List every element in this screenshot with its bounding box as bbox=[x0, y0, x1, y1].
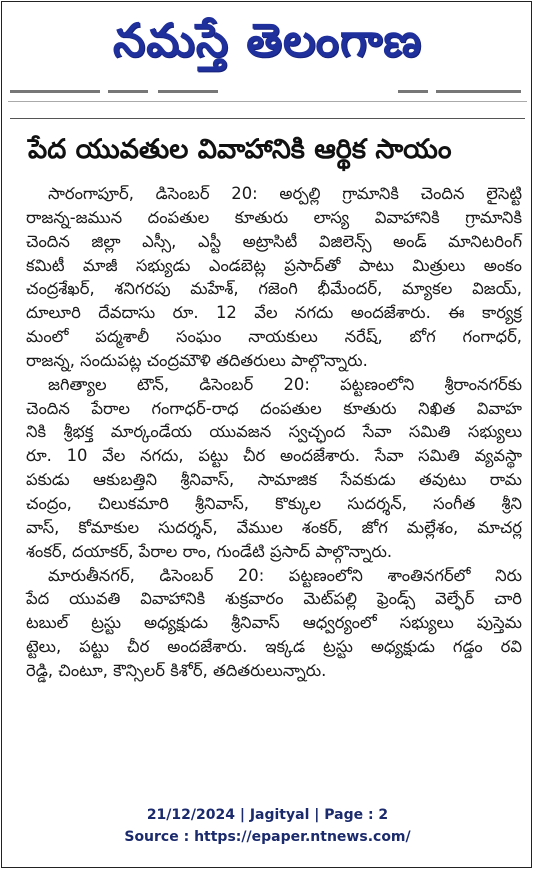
headline-divider bbox=[10, 118, 525, 119]
newspaper-logo: నమస్తే తెలంగాణ bbox=[112, 13, 423, 67]
article-line: చంద్రశేఖర్, శనిగరపు మహేశ్, గజెంగి భీమేందర్, మ్యాకల విజయ్, bbox=[26, 279, 522, 299]
article-line: దూలూరి దేవదాసు రూ. 12 వేల నగదు అందజేశారు. ఈ కార్యక్ర bbox=[26, 303, 522, 323]
article-line: వాస్, కోమాకుల సుదర్శన్, వేముల శంకర్, జోగ మల్లేశం, మాచర్ల bbox=[26, 517, 522, 537]
article-line: కమిటీ మాజీ సభ్యుడు ఎండబెట్ల ప్రసాద్‌తో పాటు మిత్రులు అంకం bbox=[26, 255, 522, 275]
masthead bbox=[0, 6, 535, 78]
article-line: మారుతీనగర్, డిసెంబర్ 20: పట్టణంలోని శాంతినగర్‌లో నిరు bbox=[48, 565, 522, 585]
article-line: మంలో పద్మశాలీ సంఘం నాయకులు నరేష్, బోగ గంగాధర్, bbox=[26, 327, 522, 347]
article-headline: పేద యువతుల వివాహానికి ఆర్థిక సాయం bbox=[28, 134, 452, 165]
paragraph-jagityal-town bbox=[26, 373, 522, 564]
article-body bbox=[26, 182, 522, 683]
article-line: జగిత్యాల టౌన్, డిసెంబర్ 20: పట్టణంలోని శ్రీరాంనగర్‌కు bbox=[48, 374, 522, 394]
article-line: చెందిన జిల్లా ఎస్సీ, ఎస్టీ అట్రాసిటీ విజిలెన్స్ అండ్ మానిటరింగ్ bbox=[26, 231, 522, 251]
article-line: పేద యువతి వివాహానికి శుక్రవారం మెట్‌పల్లి ఫ్రెండ్స్ వెల్ఫేర్ చారి bbox=[26, 589, 522, 609]
paragraph-sarangapur bbox=[26, 182, 522, 373]
article-line: రూ. 10 వేల నగదు, పట్టు చీర అందజేశారు. సేవా సమితి వ్యవస్థా bbox=[26, 446, 522, 466]
article-line: టబుల్ ట్రస్టు అధ్యక్షుడు శ్రీనివాస్ ఆధ్వర్యంలో సభ్యులు పుస్తెమ bbox=[26, 613, 522, 633]
clipped-header-strip bbox=[8, 90, 527, 102]
article-line: ట్టెలు, పట్టు చీర అందజేశారు. ఇక్కడ ట్రస్టు అధ్యక్షుడు గడ్డం రవి bbox=[26, 637, 522, 657]
article-line: సారంగాపూర్, డిసెంబర్ 20: అర్పల్లి గ్రామానికి చెందిన లైసెట్టి bbox=[48, 184, 522, 203]
source-footer bbox=[0, 804, 535, 848]
article-line: చెందిన పేరాల గంగాధర్-రాధ దంపతుల కూతురు నిఖిత వివాహ bbox=[26, 398, 522, 418]
article-line: చంద్రం, చిలుకమారి శ్రీనివాస్, కొక్కుల సుదర్శన్, సంగీత శ్రీని bbox=[26, 493, 522, 513]
paragraph-marutinagar bbox=[26, 564, 522, 683]
article-line: శంకర్, దయాకర్, పేరాల రాం, గుండేటి ప్రసాద్ పాల్గొన్నారు. bbox=[26, 541, 393, 561]
edition-info: 21/12/2024 | Jagityal | Page : 2 bbox=[146, 807, 389, 823]
source-link[interactable]: Source : https://epaper.ntnews.com/ bbox=[124, 829, 411, 845]
article-line: నికి శ్రీభక్త మార్కండేయ యువజన స్వచ్ఛంద సేవా సమితి సభ్యులు bbox=[26, 422, 522, 442]
article-line: రెడ్డి, చింటూ, కౌన్సిలర్ కిశోర్, తదితరులున్నారు. bbox=[26, 660, 327, 680]
article-line: రాజన్న-జమున దంపతుల కూతురు లాస్య వివాహానికి గ్రామానికి bbox=[26, 207, 522, 227]
article-line: పకుడు ఆకుబత్తిని శ్రీనివాస్, సామాజిక సేవకుడు తవుటు రామ bbox=[26, 470, 522, 490]
article-line: రాజన్న, సందుపట్ల చంద్రమౌళి తదితరులు పాల్గొన్నారు. bbox=[26, 350, 368, 370]
